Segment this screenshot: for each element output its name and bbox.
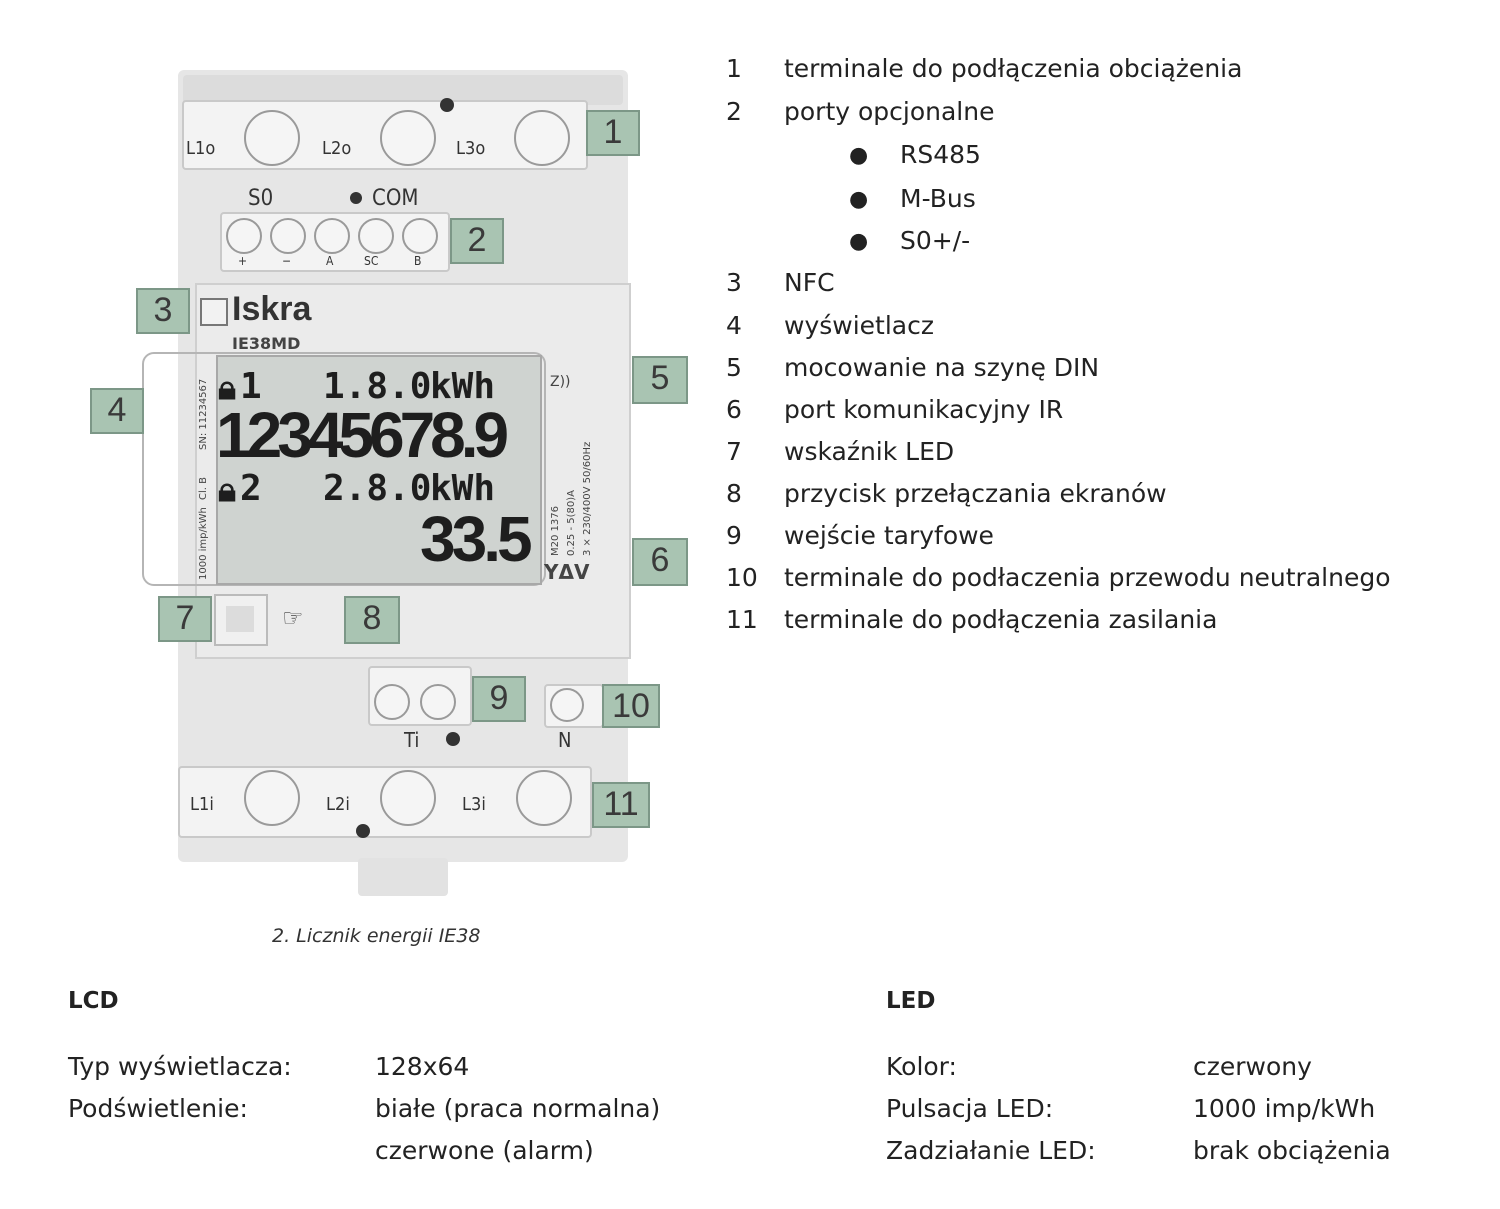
legend-num-4: 4 bbox=[726, 311, 742, 340]
terminal-label-l2i: L2i bbox=[326, 794, 350, 815]
lcd-row1-value: 12345678.9 bbox=[216, 399, 505, 471]
terminal-label-l1i: L1i bbox=[190, 794, 214, 815]
din-clip bbox=[358, 858, 448, 896]
legend-text-4: wyświetlacz bbox=[784, 311, 934, 340]
current-rating-text: 0.25 - 5(80)A bbox=[566, 490, 577, 556]
lcd-row1-index: 1 bbox=[240, 366, 262, 407]
lcd-spec-label-2: Podświetlenie: bbox=[68, 1094, 248, 1123]
tag-7: 7 bbox=[158, 596, 212, 642]
port-pin-sc: SC bbox=[364, 254, 379, 268]
tag-9: 9 bbox=[472, 676, 526, 722]
nfc-icon bbox=[200, 298, 228, 326]
led-spec-value-1: czerwony bbox=[1193, 1052, 1312, 1081]
port-pin-a: A bbox=[326, 254, 334, 268]
led-spec-heading: LED bbox=[886, 988, 936, 1014]
lcd-row2-index: 2 bbox=[240, 468, 262, 509]
led-spec-label-2: Pulsacja LED: bbox=[886, 1094, 1054, 1123]
lcd-row2-obis: 2.8.0 bbox=[323, 468, 432, 509]
lcd-spec-heading: LCD bbox=[68, 988, 119, 1014]
tag-3: 3 bbox=[136, 288, 190, 334]
terminal-screw-l3i bbox=[516, 770, 572, 826]
lcd-spec-label-1: Typ wyświetlacza: bbox=[68, 1052, 292, 1081]
tag-4: 4 bbox=[90, 388, 144, 434]
tag-8: 8 bbox=[344, 596, 400, 644]
port-pin-minus: − bbox=[282, 254, 292, 268]
led-spec-value-3: brak obciążenia bbox=[1193, 1136, 1391, 1165]
legend-text-7: wskaźnik LED bbox=[784, 437, 955, 466]
tag-10: 10 bbox=[602, 684, 660, 728]
terminal-label-l3o: L3o bbox=[456, 138, 486, 159]
port-screw-1 bbox=[226, 218, 262, 254]
neutral-screw bbox=[550, 688, 584, 722]
seal-dot-top bbox=[440, 98, 454, 112]
legend-num-7: 7 bbox=[726, 437, 742, 466]
legend-text-1: terminale do podłączenia obciążenia bbox=[784, 54, 1243, 83]
terminal-screw-l2i bbox=[380, 770, 436, 826]
tariff-label: Ti bbox=[404, 728, 420, 752]
figure-caption: 2. Licznik energii IE38 bbox=[272, 925, 481, 947]
lcd-row1-obis: 1.8.0 bbox=[323, 366, 432, 407]
lcd-spec-value-3: czerwone (alarm) bbox=[375, 1136, 594, 1165]
legend-num-6: 6 bbox=[726, 395, 742, 424]
port-screw-3 bbox=[314, 218, 350, 254]
led-spec-label-1: Kolor: bbox=[886, 1052, 957, 1081]
lcd-lock-icon-1: 🔒︎ bbox=[218, 368, 237, 408]
lcd-row2-unit: kWh bbox=[430, 468, 496, 509]
led-spec-label-3: Zadziałanie LED: bbox=[886, 1136, 1096, 1165]
seal-dot-bottom bbox=[356, 824, 370, 838]
bullet-icon: ● bbox=[849, 229, 869, 254]
mid-mark-text: M20 1376 bbox=[550, 506, 561, 556]
terminal-label-l2o: L2o bbox=[322, 138, 352, 159]
hand-button-icon[interactable]: ☞ bbox=[282, 604, 304, 632]
port-title-s0: S0 bbox=[248, 186, 274, 211]
legend-text-11: terminale do podłączenia zasilania bbox=[784, 605, 1218, 634]
tariff-screw-1 bbox=[374, 684, 410, 720]
lcd-row1-unit: kWh bbox=[430, 366, 496, 407]
seal-dot-ti bbox=[446, 732, 460, 746]
led-spec-value-2: 1000 imp/kWh bbox=[1193, 1094, 1376, 1123]
imp-rating-text: 1000 imp/kWh bbox=[198, 507, 209, 580]
tag-11: 11 bbox=[592, 782, 650, 828]
lcd-spec-value-1: 128x64 bbox=[375, 1052, 470, 1081]
legend-text-6: port komunikacyjny IR bbox=[784, 395, 1064, 424]
legend-num-11: 11 bbox=[726, 605, 758, 634]
lcd-spec-value-2: białe (praca normalna) bbox=[375, 1094, 661, 1123]
model-label: IE38MD bbox=[232, 334, 301, 353]
connection-symbols: YΔV bbox=[544, 560, 590, 584]
brand-logo: Iskra bbox=[232, 290, 312, 328]
legend-num-1: 1 bbox=[726, 54, 742, 83]
port-item-rs485: RS485 bbox=[900, 140, 981, 169]
tag-5: 5 bbox=[632, 356, 688, 404]
terminal-screw-l2o bbox=[380, 110, 436, 166]
terminal-label-l1o: L1o bbox=[186, 138, 216, 159]
legend-text-8: przycisk przełączania ekranów bbox=[784, 479, 1167, 508]
legend-text-5: mocowanie na szynę DIN bbox=[784, 353, 1100, 382]
legend-num-2: 2 bbox=[726, 97, 742, 126]
terminal-screw-l1i bbox=[244, 770, 300, 826]
legend-num-3: 3 bbox=[726, 268, 742, 297]
port-item-mbus: M-Bus bbox=[900, 184, 976, 213]
legend-num-8: 8 bbox=[726, 479, 742, 508]
legend-text-3: NFC bbox=[784, 268, 835, 297]
legend-text-2: porty opcjonalne bbox=[784, 97, 995, 126]
legend-num-10: 10 bbox=[726, 563, 758, 592]
port-screw-5 bbox=[402, 218, 438, 254]
tariff-screw-2 bbox=[420, 684, 456, 720]
legend-text-10: terminale do podłaczenia przewodu neutralnego bbox=[784, 563, 1391, 592]
voltage-rating-text: 3 × 230/400V 50/60Hz bbox=[582, 441, 593, 556]
com-dot bbox=[350, 192, 362, 204]
port-pin-b: B bbox=[414, 254, 422, 268]
serial-number-text: SN: 11234567 bbox=[198, 378, 209, 450]
port-screw-2 bbox=[270, 218, 306, 254]
port-item-s0: S0+/- bbox=[900, 226, 971, 255]
terminal-screw-l1o bbox=[244, 110, 300, 166]
legend-num-9: 9 bbox=[726, 521, 742, 550]
led-indicator bbox=[214, 594, 268, 646]
port-screw-4 bbox=[358, 218, 394, 254]
bullet-icon: ● bbox=[849, 143, 869, 168]
tag-1: 1 bbox=[586, 110, 640, 156]
terminal-label-l3i: L3i bbox=[462, 794, 486, 815]
lcd-lock-icon-2: 🔒︎ bbox=[218, 470, 237, 510]
tag-2: 2 bbox=[450, 218, 504, 264]
legend-text-9: wejście taryfowe bbox=[784, 521, 994, 550]
port-title-com: COM bbox=[372, 186, 419, 211]
nfc-wave-icon: Z)) bbox=[550, 374, 571, 390]
legend-num-5: 5 bbox=[726, 353, 742, 382]
terminal-screw-l3o bbox=[514, 110, 570, 166]
port-pin-plus: + bbox=[238, 254, 248, 268]
accuracy-class-text: Cl. B bbox=[198, 477, 209, 500]
lcd-row2-value: 33.5 bbox=[420, 503, 529, 575]
tag-6: 6 bbox=[632, 538, 688, 586]
neutral-label: N bbox=[558, 728, 572, 752]
bullet-icon: ● bbox=[849, 187, 869, 212]
